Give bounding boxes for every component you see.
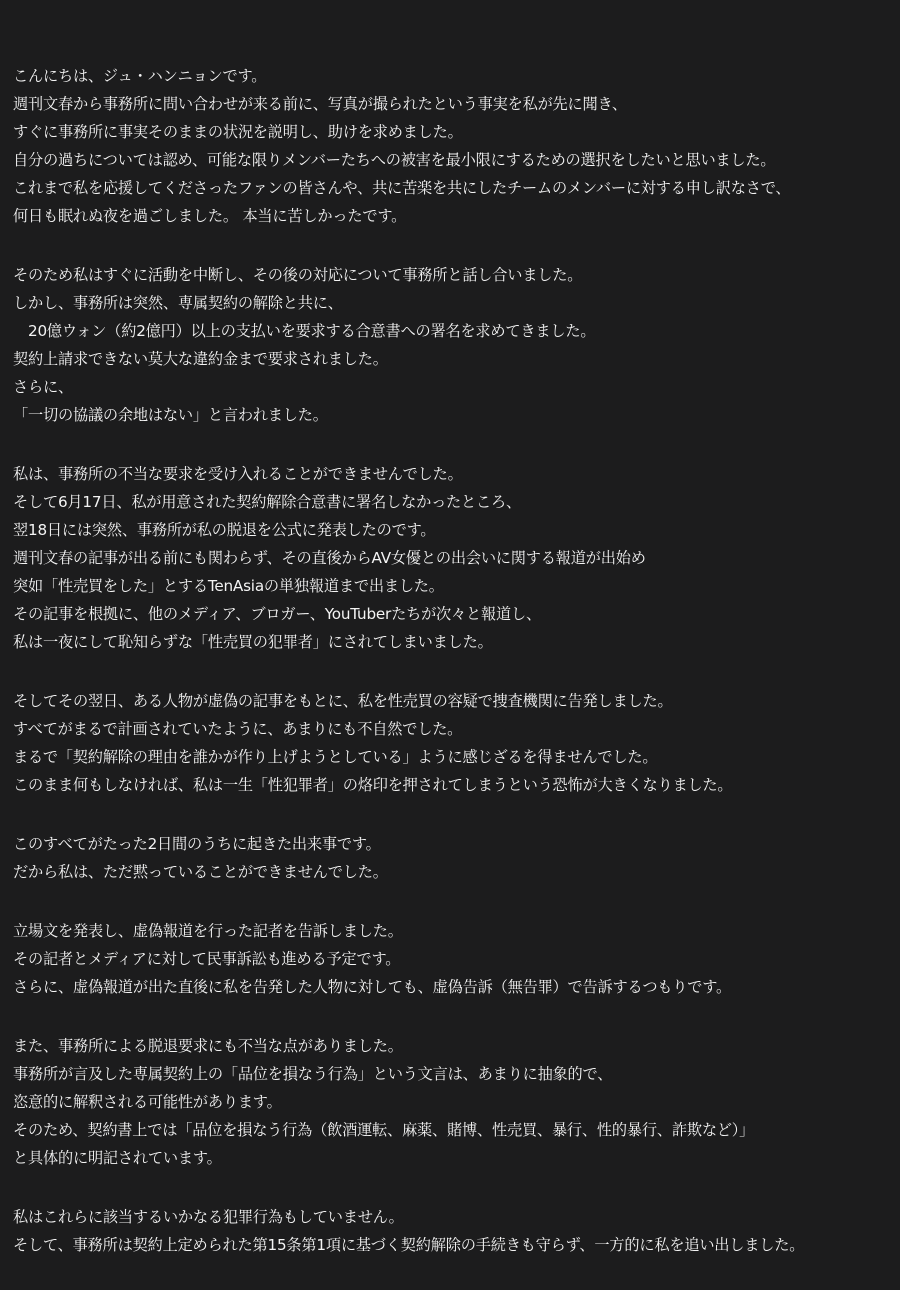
text-line: また、事務所による脱退要求にも不当な点がありました。: [13, 1037, 403, 1055]
text-line: だから私は、ただ黙っていることができませんでした。: [13, 863, 388, 881]
text-line: このまま何もしなければ、私は一生「性犯罪者」の烙印を押されてしまうという恐怖が大きくなりました。: [13, 776, 733, 794]
text-line: 立場文を発表し、虚偽報道を行った記者を告訴しました。: [13, 922, 403, 940]
text-line: 何日も眠れぬ夜を過ごしました。 本当に苦しかったです。: [13, 207, 407, 225]
text-line: さらに、虚偽報道が出た直後に私を告発した人物に対しても、虚偽告訴（無告罪）で告訴するつもりです。: [13, 978, 732, 996]
text-line: その記者とメディアに対して民事訴訟も進める予定です。: [13, 950, 401, 968]
paragraph-refusal-and-reports: [13, 460, 897, 656]
text-line: その記事を根拠に、他のメディア、ブロガー、YouTuberたちが次々と報道し、: [13, 605, 541, 623]
text-line: こんにちは、ジュ・ハンニョンです。: [13, 67, 267, 85]
text-line: 20億ウォン（約2億円）以上の支払いを要求する合意書への署名を求めてきました。: [13, 322, 596, 340]
text-line: 「一切の協議の余地はない」と言われました。: [13, 406, 328, 424]
text-line: そのため私はすぐに活動を中断し、その後の対応について事務所と話し合いました。: [13, 266, 583, 284]
text-line: と具体的に明記されています。: [13, 1149, 222, 1167]
statement-document: [13, 62, 897, 1290]
text-line: 週刊文春の記事が出る前にも関わらず、その直後からAV女優との出会いに関する報道が出始め: [13, 549, 646, 567]
text-line: このすべてがたった2日間のうちに起きた出来事です。: [13, 835, 381, 853]
text-line: そして、事務所は契約上定められた第15条第1項に基づく契約解除の手続きも守らず、一方的に私を追い出しました。: [13, 1236, 805, 1254]
text-line: そのため、契約書上では「品位を損なう行為（飲酒運転、麻薬、賭博、性売買、暴行、性的暴行、詐欺など）」: [13, 1121, 755, 1139]
text-line: 事務所が言及した専属契約上の「品位を損なう行為」という文言は、あまりに抽象的で、: [13, 1065, 613, 1083]
text-line: さらに、: [13, 378, 73, 396]
paragraph-conclusion: [13, 1203, 897, 1259]
text-line: 恣意的に解釈される可能性があります。: [13, 1093, 282, 1111]
paragraph-greeting: [13, 62, 897, 230]
text-line: 私は、事務所の不当な要求を受け入れることができませんでした。: [13, 465, 463, 483]
text-line: すぐに事務所に事実そのままの状況を説明し、助けを求めました。: [13, 123, 463, 141]
text-line: 私は一夜にして恥知らずな「性売買の犯罪者」にされてしまいました。: [13, 633, 493, 651]
text-line: 契約上請求できない莫大な違約金まで要求されました。: [13, 350, 388, 368]
text-line: 週刊文春から事務所に問い合わせが来る前に、写真が撮られたという事実を私が先に聞き、: [13, 95, 627, 113]
text-line: 自分の過ちについては認め、可能な限りメンバーたちへの被害を最小限にするための選択をしたいと思いました。: [13, 151, 776, 169]
text-line: まるで「契約解除の理由を誰かが作り上げようとしている」ように感じざるを得ませんでした。: [13, 748, 658, 766]
text-line: そして6月17日、私が用意された契約解除合意書に署名しなかったところ、: [13, 493, 521, 511]
text-line: 突如「性売買をした」とするTenAsiaの単独報道まで出ました。: [13, 577, 444, 595]
text-line: これまで私を応援してくださったファンの皆さんや、共に苦楽を共にしたチームのメンバーに対する申し訳なさで、: [13, 179, 791, 197]
paragraph-accusation: [13, 687, 897, 799]
text-line: しかし、事務所は突然、専属契約の解除と共に、: [13, 294, 343, 312]
paragraph-contract-clause: [13, 1032, 897, 1172]
text-line: 私はこれらに該当するいかなる犯罪行為もしていません。: [13, 1208, 404, 1226]
paragraph-agency-demands: [13, 261, 897, 429]
text-line: そしてその翌日、ある人物が虚偽の記事をもとに、私を性売買の容疑で捜査機関に告発しました。: [13, 692, 673, 710]
text-line: すべてがまるで計画されていたように、あまりにも不自然でした。: [13, 720, 463, 738]
paragraph-two-days: [13, 830, 897, 886]
paragraph-legal-action: [13, 917, 897, 1001]
text-line: 翌18日には突然、事務所が私の脱退を公式に発表したのです。: [13, 521, 436, 539]
